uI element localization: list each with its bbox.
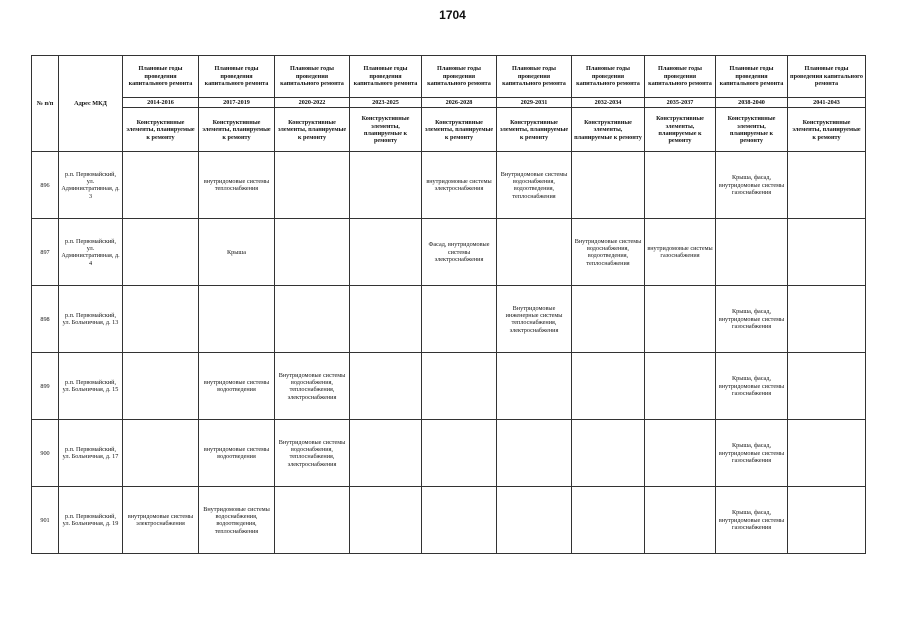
period-title-header: Плановые годы проведения капитального ремонта bbox=[788, 56, 866, 98]
repair-elements-cell bbox=[350, 353, 422, 420]
repair-elements-cell bbox=[275, 286, 350, 353]
repair-elements-cell: Крыша bbox=[199, 219, 275, 286]
repair-elements-cell bbox=[497, 353, 572, 420]
period-title-header: Плановые годы проведения капитального ремонта bbox=[275, 56, 350, 98]
elements-header: Конструктивные элементы, планируемые к ремонту bbox=[788, 108, 866, 152]
row-number: 899 bbox=[32, 353, 59, 420]
repair-elements-cell bbox=[350, 152, 422, 219]
repair-elements-cell: Внутридомовые системы водоснабжения, теплоснабжения, электроснабжения bbox=[275, 353, 350, 420]
repair-elements-cell: внутридомовые системы электроснабжения bbox=[422, 152, 497, 219]
table-row bbox=[32, 219, 866, 286]
row-address: р.п. Первомайский, ул. Больничная, д. 15 bbox=[59, 353, 123, 420]
period-years-header: 2041-2043 bbox=[788, 98, 866, 108]
repair-elements-cell bbox=[123, 353, 199, 420]
repair-elements-cell: внутридомовые системы водоотведения bbox=[199, 353, 275, 420]
elements-header: Конструктивные элементы, планируемые к ремонту bbox=[275, 108, 350, 152]
period-years-header: 2035-2037 bbox=[645, 98, 716, 108]
row-number: 900 bbox=[32, 420, 59, 487]
period-title-header: Плановые годы проведения капитального ремонта bbox=[350, 56, 422, 98]
repair-elements-cell bbox=[788, 353, 866, 420]
period-years-header: 2029-2031 bbox=[497, 98, 572, 108]
period-title-header: Плановые годы проведения капитального ремонта bbox=[716, 56, 788, 98]
repair-elements-cell bbox=[645, 286, 716, 353]
row-address: р.п. Первомайский, ул. Административная, д. 4 bbox=[59, 219, 123, 286]
period-title-header: Плановые годы проведения капитального ремонта bbox=[123, 56, 199, 98]
num-column-header: № п/п bbox=[32, 56, 59, 152]
repair-elements-cell bbox=[788, 487, 866, 554]
repair-elements-cell: Крыша, фасад, внутридомовые системы газоснабжения bbox=[716, 487, 788, 554]
table-row bbox=[32, 286, 866, 353]
repair-elements-cell bbox=[350, 219, 422, 286]
repair-elements-cell bbox=[788, 219, 866, 286]
repair-elements-cell bbox=[422, 286, 497, 353]
repair-elements-cell bbox=[123, 152, 199, 219]
repair-elements-cell bbox=[350, 286, 422, 353]
table-row bbox=[32, 152, 866, 219]
row-address: р.п. Первомайский, ул. Больничная, д. 19 bbox=[59, 487, 123, 554]
repair-elements-cell bbox=[645, 353, 716, 420]
repair-elements-cell: Крыша, фасад, внутридомовые системы газоснабжения bbox=[716, 286, 788, 353]
period-years-header: 2038-2040 bbox=[716, 98, 788, 108]
table-row bbox=[32, 353, 866, 420]
period-title-header: Плановые годы проведения капитального ремонта bbox=[422, 56, 497, 98]
elements-header: Конструктивные элементы, планируемые к ремонту bbox=[716, 108, 788, 152]
repair-elements-cell: внутридомовые системы электроснабжения bbox=[123, 487, 199, 554]
repair-elements-cell bbox=[572, 353, 645, 420]
row-address: р.п. Первомайский, ул. Административная, д. 3 bbox=[59, 152, 123, 219]
period-title-header: Плановые годы проведения капитального ремонта bbox=[572, 56, 645, 98]
period-years-header: 2032-2034 bbox=[572, 98, 645, 108]
row-number: 897 bbox=[32, 219, 59, 286]
repair-elements-cell: Внутридомовые системы водоснабжения, водоотведения, теплоснабжения bbox=[199, 487, 275, 554]
period-title-header: Плановые годы проведения капитального ремонта bbox=[645, 56, 716, 98]
period-title-header: Плановые годы проведения капитального ремонта bbox=[497, 56, 572, 98]
repair-elements-cell bbox=[422, 420, 497, 487]
repair-elements-cell bbox=[123, 420, 199, 487]
repair-elements-cell bbox=[275, 152, 350, 219]
repair-elements-cell: Фасад, внутридомовые системы электроснабжения bbox=[422, 219, 497, 286]
elements-header: Конструктивные элементы, планируемые к ремонту bbox=[422, 108, 497, 152]
row-number: 901 bbox=[32, 487, 59, 554]
table-row bbox=[32, 487, 866, 554]
period-years-header: 2023-2025 bbox=[350, 98, 422, 108]
repair-elements-cell bbox=[275, 219, 350, 286]
repair-elements-cell bbox=[497, 219, 572, 286]
page-number: 1704 bbox=[439, 8, 466, 22]
repair-elements-cell: Внутридомовые инженерные системы теплоснабжения, электроснабжения bbox=[497, 286, 572, 353]
elements-header: Конструктивные элементы, планируемые к ремонту bbox=[123, 108, 199, 152]
repair-elements-cell bbox=[350, 420, 422, 487]
row-address: р.п. Первомайский, ул. Больничная, д. 17 bbox=[59, 420, 123, 487]
repair-elements-cell bbox=[788, 420, 866, 487]
repair-elements-cell: Крыша, фасад, внутридомовые системы газоснабжения bbox=[716, 353, 788, 420]
repair-elements-cell bbox=[572, 487, 645, 554]
repair-elements-cell bbox=[275, 487, 350, 554]
repair-elements-cell bbox=[572, 286, 645, 353]
table-header bbox=[32, 56, 866, 152]
repair-elements-cell bbox=[572, 152, 645, 219]
row-address: р.п. Первомайский, ул. Больничная, д. 13 bbox=[59, 286, 123, 353]
repair-elements-cell bbox=[716, 219, 788, 286]
elements-header: Конструктивные элементы, планируемые к ремонту bbox=[572, 108, 645, 152]
repair-elements-cell bbox=[788, 286, 866, 353]
repair-elements-cell bbox=[350, 487, 422, 554]
elements-header: Конструктивные элементы, планируемые к ремонту bbox=[350, 108, 422, 152]
repair-elements-cell: Внутридомовые системы водоснабжения, водоотведения, теплоснабжения bbox=[497, 152, 572, 219]
row-number: 898 bbox=[32, 286, 59, 353]
repair-elements-cell: Крыша, фасад, внутридомовые системы газоснабжения bbox=[716, 152, 788, 219]
repair-elements-cell bbox=[422, 487, 497, 554]
repair-elements-cell bbox=[199, 286, 275, 353]
repair-elements-cell: Крыша, фасад, внутридомовые системы газоснабжения bbox=[716, 420, 788, 487]
elements-header: Конструктивные элементы, планируемые к ремонту bbox=[199, 108, 275, 152]
repair-elements-cell bbox=[123, 219, 199, 286]
repair-elements-cell bbox=[645, 487, 716, 554]
period-years-header: 2026-2028 bbox=[422, 98, 497, 108]
repair-elements-cell: внутридомовые системы водоотведения bbox=[199, 420, 275, 487]
capital-repair-plan-table bbox=[31, 55, 866, 554]
repair-elements-cell bbox=[788, 152, 866, 219]
repair-elements-cell bbox=[645, 152, 716, 219]
address-column-header: Адрес МКД bbox=[59, 56, 123, 152]
repair-elements-cell bbox=[572, 420, 645, 487]
repair-elements-cell bbox=[422, 353, 497, 420]
table-row bbox=[32, 420, 866, 487]
repair-elements-cell: Внутридомовые системы водоснабжения, теплоснабжения, электроснабжения bbox=[275, 420, 350, 487]
period-title-header: Плановые годы проведения капитального ремонта bbox=[199, 56, 275, 98]
repair-elements-cell bbox=[123, 286, 199, 353]
elements-header: Конструктивные элементы, планируемые к ремонту bbox=[497, 108, 572, 152]
elements-header: Конструктивные элементы, планируемые к ремонту bbox=[645, 108, 716, 152]
repair-elements-cell bbox=[497, 487, 572, 554]
row-number: 896 bbox=[32, 152, 59, 219]
period-years-header: 2017-2019 bbox=[199, 98, 275, 108]
repair-elements-cell: внутридомовые системы теплоснабжения bbox=[199, 152, 275, 219]
repair-elements-cell: Внутридомовые системы водоснабжения, водоотведения, теплоснабжения bbox=[572, 219, 645, 286]
table-body bbox=[32, 152, 866, 554]
repair-elements-cell: внутридомовые системы газоснабжения bbox=[645, 219, 716, 286]
period-years-header: 2020-2022 bbox=[275, 98, 350, 108]
period-years-header: 2014-2016 bbox=[123, 98, 199, 108]
repair-elements-cell bbox=[645, 420, 716, 487]
repair-elements-cell bbox=[497, 420, 572, 487]
